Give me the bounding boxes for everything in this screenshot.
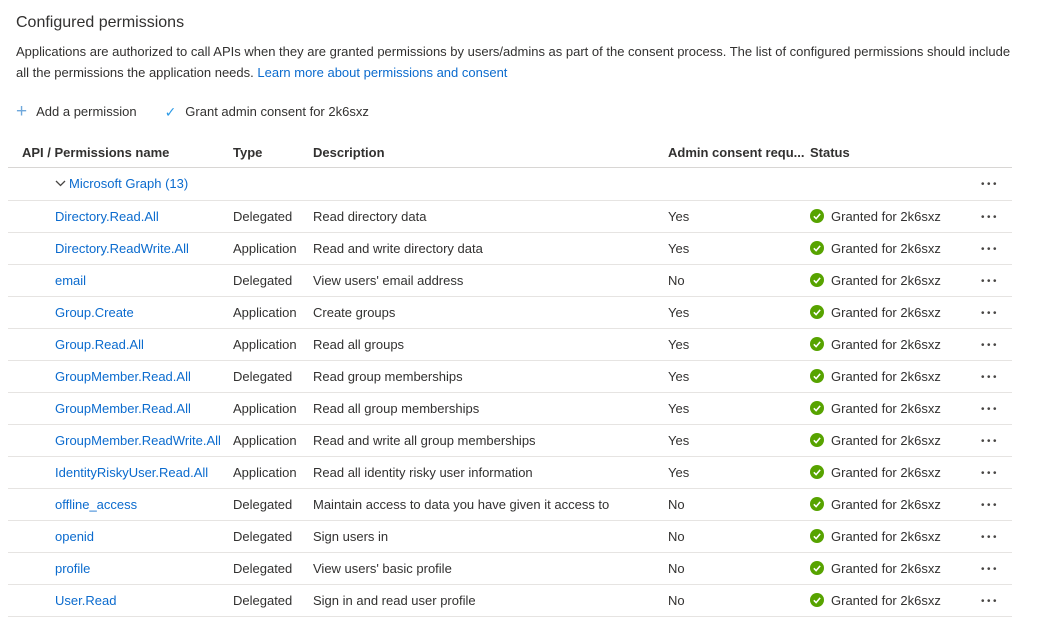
status-text: Granted for 2k6sxz	[831, 368, 941, 384]
permission-name-link[interactable]: Group.Create	[55, 304, 134, 320]
granted-check-icon	[810, 561, 824, 575]
granted-check-icon	[810, 401, 824, 415]
table-row	[8, 361, 1012, 393]
status-text: Granted for 2k6sxz	[831, 336, 941, 352]
permission-description: Read and write directory data	[313, 240, 483, 256]
status-text: Granted for 2k6sxz	[831, 528, 941, 544]
admin-consent-required-value: Yes	[668, 432, 690, 448]
permission-type: Application	[233, 400, 297, 416]
row-context-menu-button[interactable]: •••	[980, 307, 999, 319]
row-context-menu-button[interactable]: •••	[980, 403, 999, 415]
table-row	[8, 329, 1012, 361]
status-text: Granted for 2k6sxz	[831, 208, 941, 224]
permission-type: Delegated	[233, 272, 293, 288]
command-bar	[16, 100, 1041, 124]
permission-name-link[interactable]: GroupMember.ReadWrite.All	[55, 432, 221, 448]
admin-consent-required-value: No	[668, 528, 685, 544]
row-context-menu-button[interactable]: •••	[980, 595, 999, 607]
permissions-table	[8, 138, 1012, 617]
permission-type: Delegated	[233, 560, 293, 576]
admin-consent-required-value: Yes	[668, 336, 690, 352]
status-text: Granted for 2k6sxz	[831, 560, 941, 576]
permission-type: Application	[233, 336, 297, 352]
admin-consent-required-value: No	[668, 272, 685, 288]
column-header-api-permissions-name: API / Permissions name	[22, 144, 170, 160]
add-icon: +	[16, 100, 28, 122]
status-text: Granted for 2k6sxz	[831, 240, 941, 256]
admin-consent-required-value: Yes	[668, 304, 690, 320]
permission-description: Read all group memberships	[313, 400, 480, 416]
admin-consent-required-value: Yes	[668, 240, 690, 256]
row-context-menu-button[interactable]: •••	[980, 435, 999, 447]
permission-type: Delegated	[233, 496, 293, 512]
api-group-row	[8, 168, 1012, 201]
grant-admin-consent-label: Grant admin consent for 2k6sxz	[185, 104, 369, 120]
admin-consent-required-value: Yes	[668, 368, 690, 384]
table-row	[8, 553, 1012, 585]
permission-description: Read and write all group memberships	[313, 432, 536, 448]
granted-check-icon	[810, 497, 824, 511]
row-context-menu-button[interactable]: •••	[980, 563, 999, 575]
permission-description: Sign users in	[313, 528, 389, 544]
row-context-menu-button[interactable]: •••	[980, 531, 999, 543]
table-row	[8, 425, 1012, 457]
row-context-menu-button[interactable]: •••	[980, 339, 999, 351]
page-title: Configured permissions	[16, 14, 185, 31]
table-row	[8, 521, 1012, 553]
granted-check-icon	[810, 337, 824, 351]
permission-type: Delegated	[233, 368, 293, 384]
permission-description: Read group memberships	[313, 368, 463, 384]
chevron-down-icon[interactable]	[55, 180, 66, 187]
permission-type: Application	[233, 304, 297, 320]
column-header-admin-consent-required: Admin consent requ...	[668, 144, 805, 160]
granted-check-icon	[810, 529, 824, 543]
permission-name-link[interactable]: openid	[55, 528, 95, 544]
permission-type: Delegated	[233, 592, 293, 608]
row-context-menu-button[interactable]: •••	[980, 275, 999, 287]
granted-check-icon	[810, 209, 824, 223]
status-text: Granted for 2k6sxz	[831, 592, 941, 608]
add-permission-button[interactable]	[16, 100, 137, 122]
row-context-menu-button[interactable]: •••	[980, 211, 999, 223]
permission-name-link[interactable]: email	[55, 272, 87, 288]
permission-description: Maintain access to data you have given it access to	[313, 496, 610, 512]
table-row	[8, 297, 1012, 329]
table-row	[8, 201, 1012, 233]
granted-check-icon	[810, 433, 824, 447]
page-description	[16, 42, 1020, 84]
permission-name-link[interactable]: GroupMember.Read.All	[55, 368, 191, 384]
permission-description: Sign in and read user profile	[313, 592, 476, 608]
permission-name-link[interactable]: GroupMember.Read.All	[55, 400, 191, 416]
granted-check-icon	[810, 593, 824, 607]
table-header-row	[8, 138, 1012, 168]
row-context-menu-button[interactable]: •••	[980, 243, 999, 255]
table-row	[8, 393, 1012, 425]
status-text: Granted for 2k6sxz	[831, 464, 941, 480]
granted-check-icon	[810, 305, 824, 319]
permission-name-link[interactable]: Directory.Read.All	[55, 208, 159, 224]
admin-consent-required-value: No	[668, 496, 685, 512]
permission-description: Read all identity risky user information	[313, 464, 533, 480]
table-row	[8, 457, 1012, 489]
granted-check-icon	[810, 369, 824, 383]
status-text: Granted for 2k6sxz	[831, 400, 941, 416]
row-context-menu-button[interactable]: •••	[980, 371, 999, 383]
grant-admin-consent-button[interactable]	[165, 104, 369, 120]
permission-type: Application	[233, 240, 297, 256]
permission-type: Application	[233, 432, 297, 448]
column-header-status: Status	[810, 144, 850, 160]
granted-check-icon	[810, 465, 824, 479]
table-row	[8, 265, 1012, 297]
status-text: Granted for 2k6sxz	[831, 304, 941, 320]
admin-consent-required-value: No	[668, 592, 685, 608]
permission-description: View users' email address	[313, 272, 464, 288]
add-permission-label: Add a permission	[36, 104, 137, 120]
permission-type: Delegated	[233, 208, 293, 224]
permission-name-link[interactable]: Directory.ReadWrite.All	[55, 240, 189, 256]
learn-more-link[interactable]: Learn more about permissions and consent	[257, 64, 508, 80]
permission-description: View users' basic profile	[313, 560, 452, 576]
column-header-type: Type	[233, 144, 263, 160]
admin-consent-required-value: Yes	[668, 464, 690, 480]
row-context-menu-button[interactable]: •••	[980, 179, 999, 191]
row-context-menu-button[interactable]: •••	[980, 467, 999, 479]
permission-name-link[interactable]: Group.Read.All	[55, 336, 144, 352]
table-row	[8, 489, 1012, 521]
table-row	[8, 585, 1012, 617]
permission-description: Read all groups	[313, 336, 405, 352]
permission-description: Read directory data	[313, 208, 427, 224]
admin-consent-required-value: Yes	[668, 208, 690, 224]
admin-consent-required-value: Yes	[668, 400, 690, 416]
permission-name-link[interactable]: IdentityRiskyUser.Read.All	[55, 464, 209, 480]
status-text: Granted for 2k6sxz	[831, 272, 941, 288]
permission-name-link[interactable]: User.Read	[55, 592, 117, 608]
row-context-menu-button[interactable]: •••	[980, 499, 999, 511]
granted-check-icon	[810, 241, 824, 255]
check-icon: ✓	[164, 103, 177, 120]
granted-check-icon	[810, 273, 824, 287]
column-header-description: Description	[313, 144, 385, 160]
description-text: Applications are authorized to call APIs when they are granted permissions by users/admins as part of the consent process. The list of configured permissions should include all the permissions the application needs.	[16, 44, 1011, 80]
permission-type: Delegated	[233, 528, 293, 544]
permission-name-link[interactable]: offline_access	[55, 496, 138, 512]
api-group-link[interactable]: Microsoft Graph (13)	[69, 176, 189, 192]
permission-name-link[interactable]: profile	[55, 560, 91, 576]
status-text: Granted for 2k6sxz	[831, 496, 941, 512]
admin-consent-required-value: No	[668, 560, 685, 576]
permission-type: Application	[233, 464, 297, 480]
table-row	[8, 233, 1012, 265]
status-text: Granted for 2k6sxz	[831, 432, 941, 448]
permission-description: Create groups	[313, 304, 396, 320]
